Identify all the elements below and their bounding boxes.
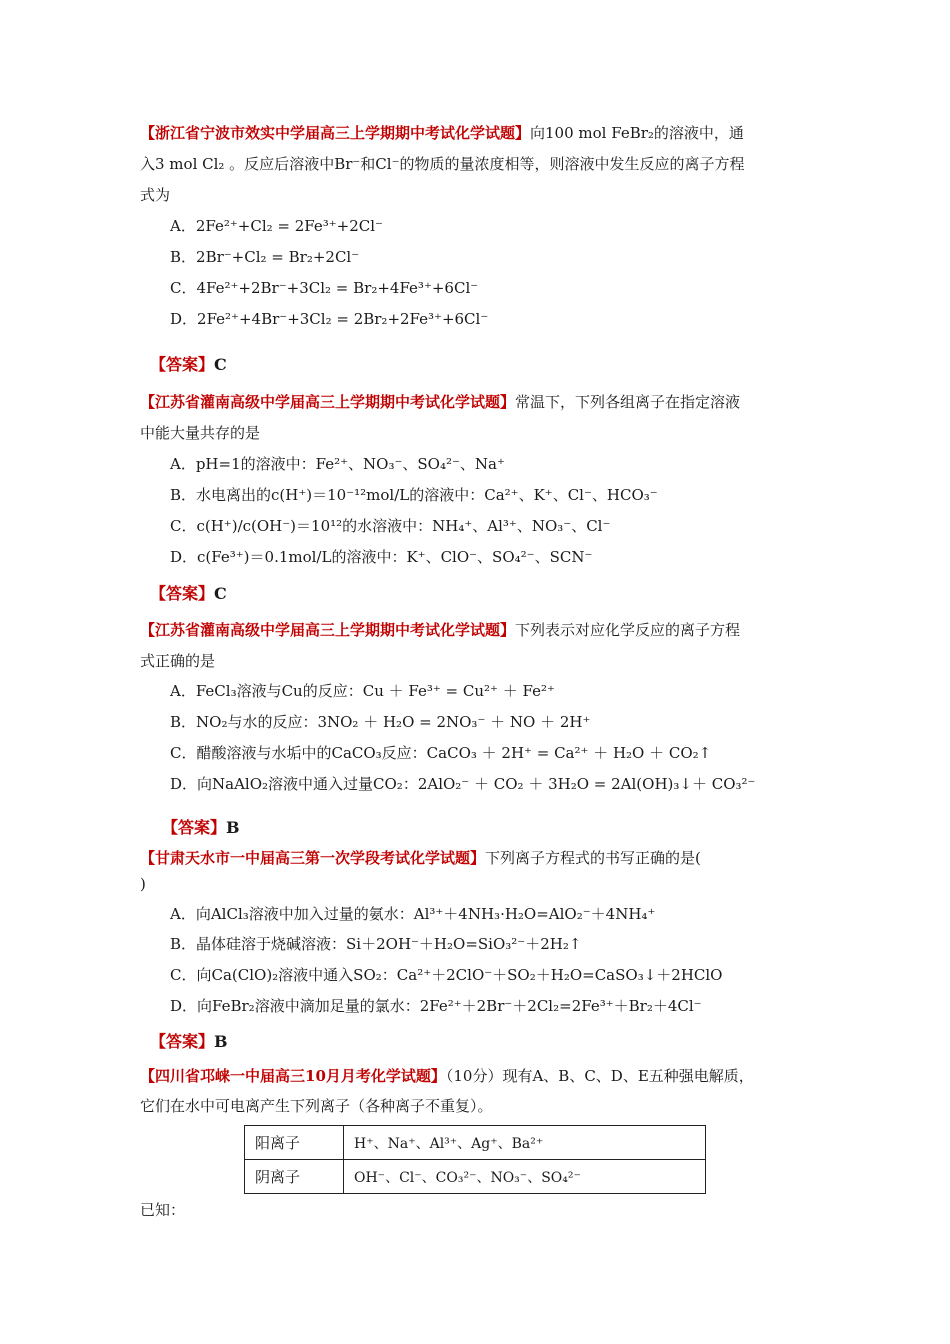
q1-option-b: B．2Br⁻+Cl₂ = Br₂+2Cl⁻ xyxy=(170,248,360,266)
q1-stem-3: 式为 xyxy=(140,186,171,204)
q3-option-a: A．FeCl₃溶液与Cu的反应：Cu ＋ Fe³⁺ = Cu²⁺ ＋ Fe²⁺ xyxy=(170,682,555,700)
q1-stem-line-1 xyxy=(140,123,744,143)
q1-stem-1: 向100 mol FeBr₂的溶液中，通 xyxy=(530,124,744,142)
q3-answer-label: 【答案】 xyxy=(162,818,227,837)
q1-answer-value: C xyxy=(214,355,227,374)
q1-source: 【浙江省宁波市效实中学届高三上学期期中考试化学试题】 xyxy=(140,124,531,142)
q2-answer-label: 【答案】 xyxy=(150,584,215,603)
q1-answer-label: 【答案】 xyxy=(150,355,215,374)
q2-stem-1: 常温下，下列各组离子在指定溶液 xyxy=(515,393,741,411)
q3-option-d: D．向NaAlO₂溶液中通入过量CO₂：2AlO₂⁻ ＋ CO₂ ＋ 3H₂O = 2Al(OH)₃↓＋ CO₃²⁻ xyxy=(170,775,756,793)
table-row xyxy=(245,1160,706,1194)
q2-option-d: D．c(Fe³⁺)＝0.1mol/L的溶液中：K⁺、ClO⁻、SO₄²⁻、SCN⁻ xyxy=(170,548,593,566)
q1-option-c: C．4Fe²⁺+2Br⁻+3Cl₂ = Br₂+4Fe³⁺+6Cl⁻ xyxy=(170,279,479,297)
q3-answer xyxy=(162,818,240,838)
cation-list: H⁺、Na⁺、Al³⁺、Ag⁺、Ba²⁺ xyxy=(344,1126,706,1160)
q3-stem-1: 下列表示对应化学反应的离子方程 xyxy=(515,621,741,639)
q4-option-d: D．向FeBr₂溶液中滴加足量的氯水：2Fe²⁺＋2Br⁻＋2Cl₂=2Fe³⁺＋Br₂＋4Cl⁻ xyxy=(170,997,702,1015)
q2-answer xyxy=(150,584,227,604)
q3-stem-line-1 xyxy=(140,620,740,640)
q3-option-b: B．NO₂与水的反应：3NO₂ ＋ H₂O = 2NO₃⁻ ＋ NO ＋ 2H⁺ xyxy=(170,713,591,731)
q2-option-c: C．c(H⁺)/c(OH⁻)＝10¹²的水溶液中：NH₄⁺、Al³⁺、NO₃⁻、Cl⁻ xyxy=(170,517,611,535)
q2-stem-2: 中能大量共存的是 xyxy=(140,424,261,442)
q3-stem-2: 式正确的是 xyxy=(140,652,216,670)
q4-source: 【甘肃天水市一中届高三第一次学段考试化学试题】 xyxy=(140,849,486,867)
q5-known: 已知： xyxy=(140,1201,186,1219)
q2-option-b: B．水电离出的c(H⁺)＝10⁻¹²mol/L的溶液中：Ca²⁺、K⁺、Cl⁻、HCO₃⁻ xyxy=(170,486,658,504)
ion-table xyxy=(244,1125,706,1194)
q4-option-a: A．向AlCl₃溶液中加入过量的氨水：Al³⁺＋4NH₃·H₂O=AlO₂⁻＋4NH₄⁺ xyxy=(170,905,656,923)
q5-source: 【四川省邛崃一中届高三10月月考化学试题】 xyxy=(140,1067,446,1085)
q3-option-c: C．醋酸溶液与水垢中的CaCO₃反应：CaCO₃ ＋ 2H⁺ = Ca²⁺ ＋ H₂O ＋ CO₂↑ xyxy=(170,744,712,762)
q3-source: 【江苏省灌南高级中学届高三上学期期中考试化学试题】 xyxy=(140,621,516,639)
q2-source: 【江苏省灌南高级中学届高三上学期期中考试化学试题】 xyxy=(140,393,516,411)
q4-stem-line-1 xyxy=(140,848,701,868)
q5-stem-2: 它们在水中可电离产生下列离子（各种离子不重复）。 xyxy=(140,1097,493,1115)
q2-answer-value: C xyxy=(214,584,227,603)
q1-answer xyxy=(150,355,227,375)
cation-label: 阳离子 xyxy=(245,1126,344,1160)
q2-option-a: A．pH=1的溶液中：Fe²⁺、NO₃⁻、SO₄²⁻、Na⁺ xyxy=(170,455,505,473)
q5-stem-line-1 xyxy=(140,1066,754,1086)
q4-answer-value: B xyxy=(214,1032,228,1051)
q1-option-d: D．2Fe²⁺+4Br⁻+3Cl₂ = 2Br₂+2Fe³⁺+6Cl⁻ xyxy=(170,310,489,328)
q4-answer-label: 【答案】 xyxy=(150,1032,215,1051)
anion-label: 阴离子 xyxy=(245,1160,344,1194)
anion-list: OH⁻、Cl⁻、CO₃²⁻、NO₃⁻、SO₄²⁻ xyxy=(344,1160,706,1194)
q4-answer xyxy=(150,1032,228,1052)
q1-option-a: A．2Fe²⁺+Cl₂ = 2Fe³⁺+2Cl⁻ xyxy=(170,217,383,235)
q4-option-b: B．晶体硅溶于烧碱溶液：Si＋2OH⁻＋H₂O=SiO₃²⁻＋2H₂↑ xyxy=(170,935,582,953)
table-row xyxy=(245,1126,706,1160)
q3-answer-value: B xyxy=(226,818,240,837)
q4-stem-1: 下列离子方程式的书写正确的是( xyxy=(485,849,701,867)
q4-stem-2: ) xyxy=(140,875,146,893)
q4-option-c: C．向Ca(ClO)₂溶液中通入SO₂：Ca²⁺＋2ClO⁻＋SO₂＋H₂O=CaSO₃↓＋2HClO xyxy=(170,966,723,984)
q1-stem-2: 入3 mol Cl₂ 。反应后溶液中Br⁻和Cl⁻的物质的量浓度相等，则溶液中发生反应的离子方程 xyxy=(140,155,745,173)
q5-stem-1: （10分）现有A、B、C、D、E五种强电解质， xyxy=(445,1067,754,1085)
q2-stem-line-1 xyxy=(140,392,740,412)
